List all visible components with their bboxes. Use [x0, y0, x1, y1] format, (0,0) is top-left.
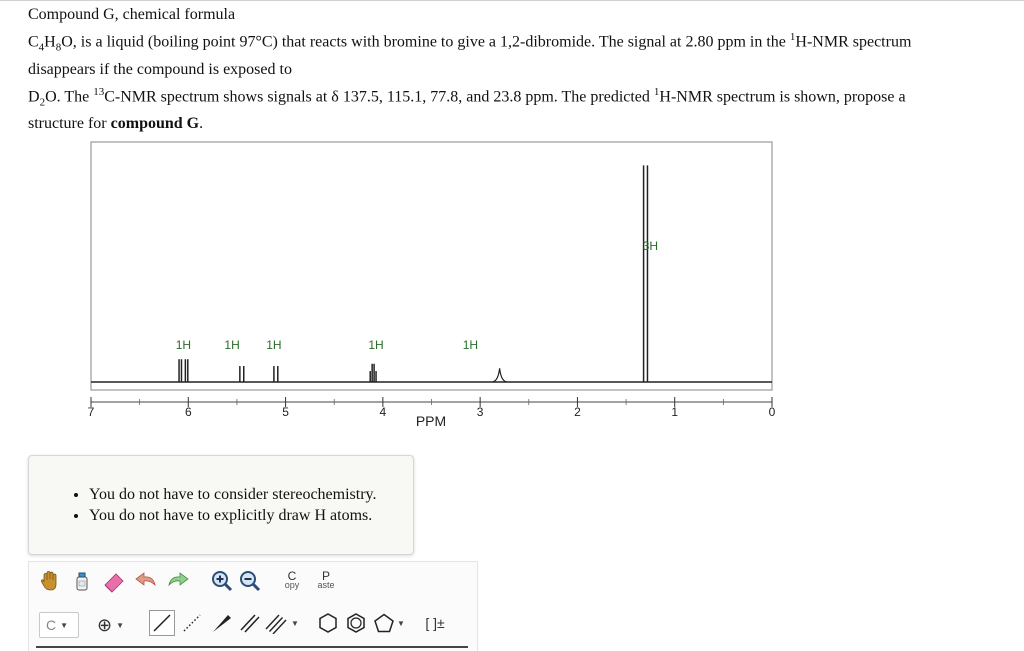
nmr-spectrum-chart	[0, 130, 1024, 440]
paste-button[interactable]: P aste	[317, 569, 335, 590]
compound-name: compound G	[110, 115, 200, 133]
chevron-down-icon: ▼	[60, 620, 69, 630]
charge-select[interactable]: ⊕ ▼	[97, 614, 125, 635]
copy-button[interactable]: C opy	[284, 569, 300, 590]
question-line-4: structure for compound G.	[28, 115, 204, 133]
integration-label: 1H	[266, 338, 282, 352]
benzene-icon[interactable]	[343, 610, 369, 636]
instruction-h-atoms: • You do not have to explicitly draw H atoms.	[89, 505, 413, 526]
drawing-toolbar	[28, 561, 478, 651]
integration-label: 1H	[368, 338, 384, 352]
integration-label: 1H	[462, 338, 479, 352]
ring-chevron-down-icon[interactable]: ▼	[397, 618, 405, 628]
x-tick-label: 4	[379, 405, 387, 419]
question-line-3: $D_2O$. The $^{13}$C-NMR spectrum shows signals at δ 137.5, 115.1, 77.8, and 23.8 ppm. The predicted $^1$H-NMR spectrum is shown, propose a	[28, 85, 906, 109]
x-tick-label: 6	[184, 405, 192, 419]
bond-chevron-down-icon[interactable]: ▼	[291, 618, 299, 628]
x-tick-label: 0	[768, 405, 776, 419]
x-tick-label: 3	[476, 405, 484, 419]
x-tick-label: 5	[282, 405, 289, 419]
x-tick-label: 7	[87, 405, 95, 419]
x-tick-label: 1	[671, 405, 679, 419]
bracket-charge-tool[interactable]: [ ]±	[425, 614, 445, 631]
plot-frame	[91, 142, 772, 390]
nmr-peak	[274, 366, 278, 382]
cyclohexane-icon[interactable]	[315, 610, 341, 636]
integration-label: 3H	[642, 239, 659, 253]
integration-label: 1H	[175, 338, 192, 352]
instructions-box	[28, 455, 414, 555]
undo-icon[interactable]	[133, 568, 159, 594]
redo-icon[interactable]	[165, 568, 191, 594]
integration-label: 1H	[224, 338, 240, 352]
nmr-peak	[179, 359, 188, 382]
hand-icon[interactable]	[37, 568, 63, 594]
double-bond-tool[interactable]	[237, 610, 263, 636]
question-text	[28, 4, 1018, 135]
eraser-icon[interactable]	[101, 568, 127, 594]
question-title: Compound G, chemical formula	[28, 6, 236, 23]
x-axis-label: PPM	[415, 413, 447, 429]
peak-line	[493, 368, 507, 382]
top-divider	[0, 0, 1024, 1]
nmr-peak	[370, 364, 376, 382]
nmr-peak	[644, 165, 648, 382]
hashed-bond-tool[interactable]	[179, 610, 205, 636]
question-line-1: $C_4H_8O$, is a liquid (boiling point 97°C) that reacts with bromine to give a 1,2-dibromide. The signal at 2.80 ppm in the $^1$H-NMR spectrum	[28, 31, 912, 54]
editor-bottom-border	[36, 646, 468, 648]
zoom-in-icon[interactable]	[209, 568, 235, 594]
element-select[interactable]: C ▼	[39, 612, 79, 638]
chevron-down-icon: ▼	[116, 620, 125, 630]
nmr-peak	[493, 368, 507, 382]
x-tick-label: 2	[574, 405, 581, 419]
triple-bond-tool[interactable]	[263, 610, 289, 636]
instruction-stereochemistry: • You do not have to consider stereochemistry.	[89, 484, 413, 505]
nmr-peak	[240, 366, 244, 382]
question-line-2: disappears if the compound is exposed to	[28, 60, 292, 78]
zoom-out-icon[interactable]	[237, 568, 263, 594]
wedge-bond-tool[interactable]	[209, 610, 235, 636]
single-bond-tool[interactable]	[149, 610, 175, 636]
eraser-bottle-icon[interactable]	[69, 568, 95, 594]
